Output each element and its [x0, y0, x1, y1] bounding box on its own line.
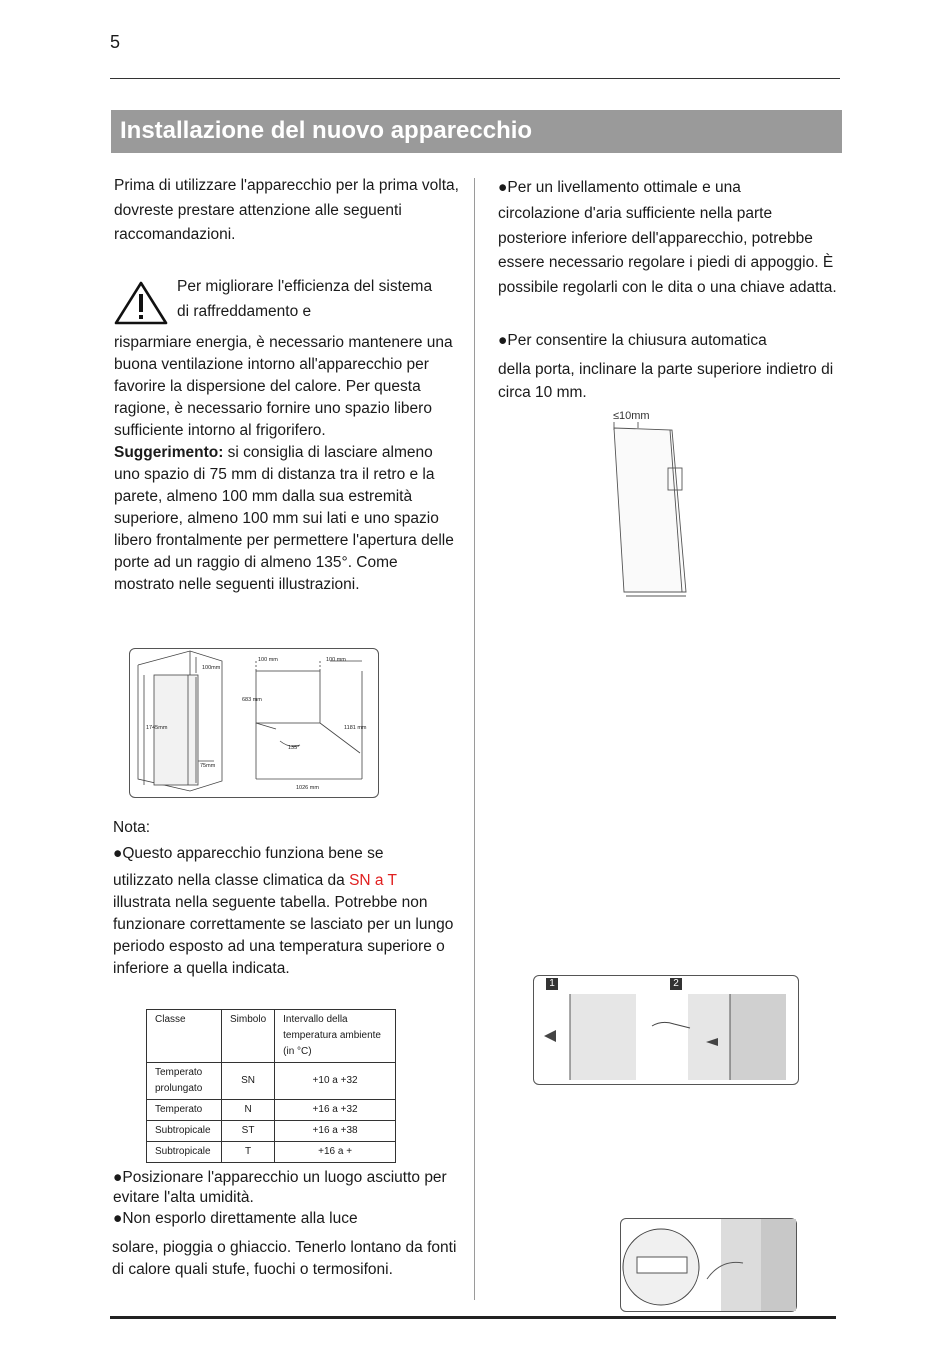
footer-divider: [110, 1316, 836, 1319]
table-cell: +16 a +38: [275, 1121, 396, 1142]
table-cell: Temperato: [147, 1100, 222, 1121]
leveling-paragraph: circolazione d'aria sufficiente nella parte posteriore inferiore dell'apparecchio, potrebbe essere necessario regolare i piedi di appoggio. È possibile regolarli con le dita o una chiave adatta.: [498, 205, 837, 296]
table-cell: T: [222, 1142, 275, 1163]
table-cell: N: [222, 1100, 275, 1121]
tilt-label: ≤10mm: [613, 410, 650, 422]
page-title: Installazione del nuovo apparecchio: [120, 117, 533, 144]
climate-class-highlight: SN a T: [349, 872, 397, 889]
door-closing-bullet: ●Per consentire la chiusura automatica: [498, 332, 767, 349]
diagram-label-angle: 135°: [288, 745, 300, 751]
note-bullet: ●Questo apparecchio funziona bene se: [113, 845, 384, 862]
diagram-label-depth: 683 mm: [242, 697, 262, 703]
tilt-illustration: [610, 420, 690, 600]
sunlight-paragraph: solare, pioggia o ghiaccio. Tenerlo lontano da fonti di calore quali stufe, fuochi o termosifoni.: [112, 1239, 457, 1278]
diagram-label-side-left: 100 mm: [258, 657, 278, 663]
warning-body: risparmiare energia, è necessario mantenere una buona ventilazione intorno all'apparecchio per favorire la dispersione del calore. Per questa ragione, è necessario fornire uno spazio libero sufficiente intorno al frigorifero.: [114, 334, 453, 439]
table-cell: ST: [222, 1121, 275, 1142]
door-hinge-illustration: [621, 1219, 796, 1311]
diagram-label-back: 75mm: [200, 763, 216, 769]
table-cell: +10 a +32: [275, 1063, 396, 1100]
sunlight-bullet: ●Non esporlo direttamente alla luce: [113, 1210, 358, 1227]
table-cell: Subtropicale: [147, 1142, 222, 1163]
table-cell: Temperato prolungato: [147, 1063, 222, 1100]
table-cell: Subtropicale: [147, 1121, 222, 1142]
note-body-1: utilizzato nella classe climatica da: [113, 872, 350, 889]
dry-location-bullet: ●Posizionare l'apparecchio un luogo asciutto per evitare l'alta umidità.: [113, 1169, 447, 1206]
door-hinge-figure: [620, 1218, 797, 1312]
table-row: [147, 1063, 396, 1100]
tip-text: si consiglia di lasciare almeno uno spazio di 75 mm di distanza tra il retro e la parete, almeno 100 mm dalla sua estremità superiore, almeno 100 mm sui lati e uno spazio libero frontalmente per permettere l'apertura delle porte ad un raggio di almeno 135°. Come mostrato nelle seguenti illustrazioni.: [114, 444, 454, 593]
note-label: Nota:: [113, 819, 151, 836]
intro-paragraph: Prima di utilizzare l'apparecchio per la prima volta, dovreste prestare attenzione alle seguenti raccomandazioni.: [114, 177, 459, 243]
climate-class-table: [146, 1009, 396, 1163]
warning-triangle-icon: [113, 280, 169, 326]
diagram-label-side-right: 100 mm: [326, 657, 346, 663]
ventilation-paragraph: [114, 332, 459, 596]
table-cell: +16 a +32: [275, 1100, 396, 1121]
table-cell: SN: [222, 1063, 275, 1100]
table-row: [147, 1121, 396, 1142]
table-header-row: [147, 1010, 396, 1063]
step-2-badge: 2: [670, 978, 682, 990]
tip-label: Suggerimento:: [114, 444, 224, 461]
step-1-badge: 1: [546, 978, 558, 990]
foot-adjustment-figure: [533, 975, 799, 1085]
table-header-cell: Intervallo della temperatura ambiente (in °C): [275, 1010, 396, 1063]
page-number: 5: [110, 32, 121, 52]
diagram-label-top: 100mm: [202, 665, 221, 671]
section-title-bar: [111, 110, 842, 153]
leveling-bullet: ●Per un livellamento ottimale e una: [498, 179, 741, 196]
door-closing-paragraph: della porta, inclinare la parte superiore indietro di circa 10 mm.: [498, 361, 834, 401]
table-row: [147, 1100, 396, 1121]
table-cell: +16 a +: [275, 1142, 396, 1163]
table-row: [147, 1142, 396, 1163]
note-body-2: illustrata nella seguente tabella. Potrebbe non funzionare correttamente se lasciato per un lungo periodo esposto ad una temperatura superiore o inferiore a quella indicata.: [113, 894, 454, 977]
note-paragraph: [113, 870, 458, 980]
table-header-cell: Classe: [147, 1010, 222, 1063]
diagram-label-height: 1745mm: [146, 725, 168, 731]
clearance-diagram: [129, 648, 379, 798]
table-header-cell: Simbolo: [222, 1010, 275, 1063]
diagram-label-width-open: 1026 mm: [296, 785, 319, 791]
diagram-label-depth-open: 1181 mm: [344, 725, 367, 731]
column-divider: [474, 178, 475, 1300]
foot-adjustment-illustration: [534, 976, 798, 1084]
header-divider: [110, 78, 840, 79]
warning-lead-text: Per migliorare l'efficienza del sistema di raffreddamento e: [177, 278, 433, 320]
